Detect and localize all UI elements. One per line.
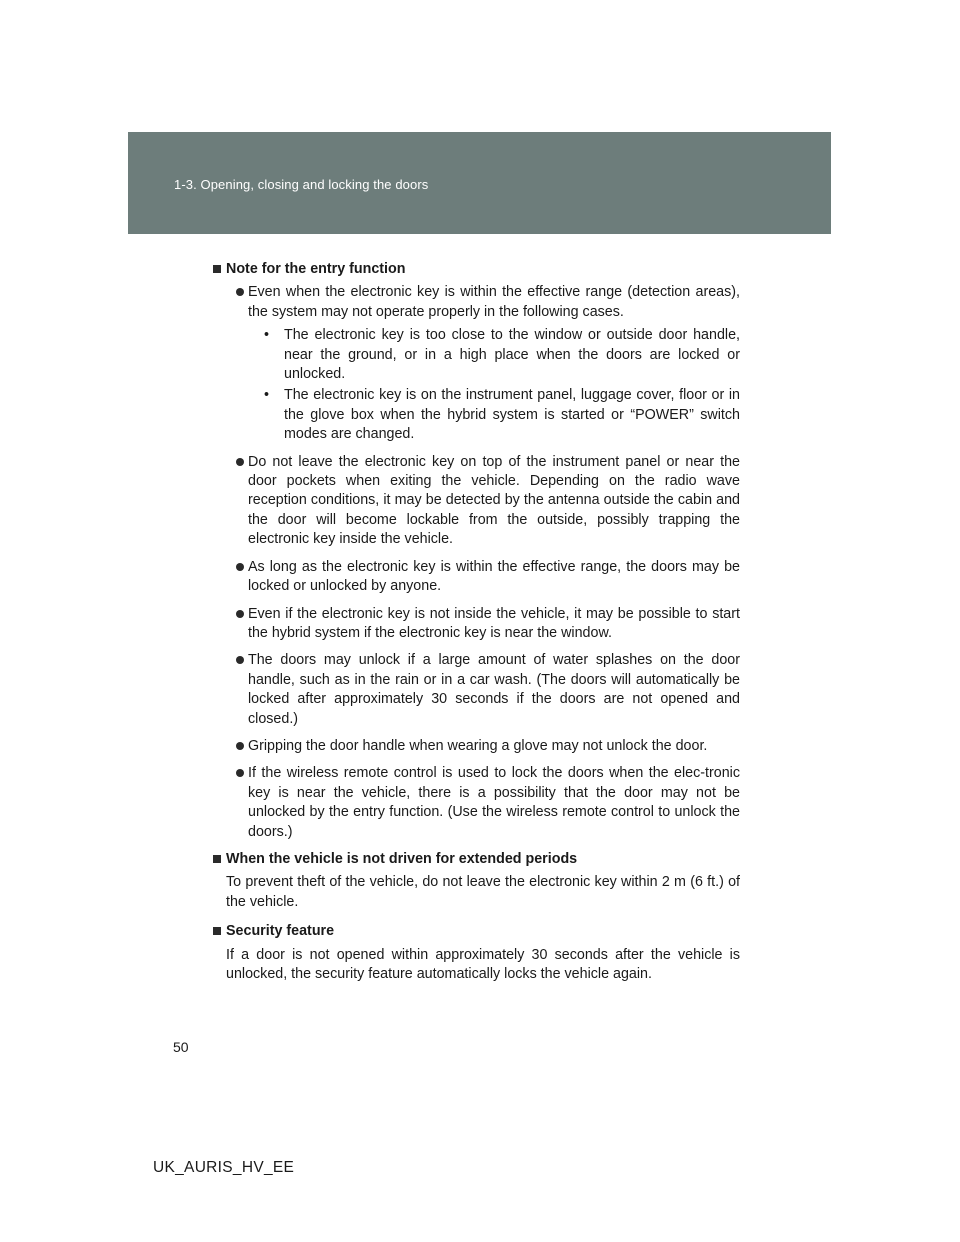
document-code: UK_AURIS_HV_EE [153, 1159, 295, 1176]
section-heading-entry-function [212, 260, 740, 279]
circle-bullet-icon [236, 458, 244, 466]
sub-list-item [248, 386, 740, 444]
section-paragraph: If a door is not opened within approximately 30 seconds after the vehicle is unlocked, the security feature automatically locks the vehicle again. [226, 946, 740, 982]
header-band [128, 132, 831, 234]
list-item [212, 764, 740, 842]
list-item-text: Do not leave the electronic key on top of the instrument panel or near the door pockets when exiting the vehicle. Depending on the radio wave reception conditions, it may be detected by the antenna outside the cabin and the door will become lockable from the outside, possibly trapping the electronic key inside the vehicle. [248, 453, 740, 548]
circle-bullet-icon [236, 610, 244, 618]
sub-bullet-glyph: • [264, 387, 270, 404]
list-item [212, 737, 740, 756]
sub-list-item-text: The electronic key is too close to the window or outside door handle, near the ground, or in a high place when the doors are locked or unlocked. [284, 327, 740, 383]
circle-bullet-icon [236, 656, 244, 664]
circle-bullet-icon [236, 742, 244, 750]
list-item-text: The doors may unlock if a large amount of water splashes on the door handle, such as in the rain or in a car wash. (The doors will automatically be locked after approximately 30 seconds if the doors are not opened and closed.) [248, 652, 740, 727]
list-item-text: Even when the electronic key is within the effective range (detection areas), the system may not operate properly in the following cases. [248, 284, 740, 320]
section-paragraph: To prevent theft of the vehicle, do not leave the electronic key within 2 m (6 ft.) of the vehicle. [226, 874, 740, 910]
page-number: 50 [173, 1039, 189, 1055]
list-item-text: Even if the electronic key is not inside the vehicle, it may be possible to start the hybrid system if the electronic key is near the window. [248, 605, 740, 641]
list-item [212, 453, 740, 550]
sub-list-item-text: The electronic key is on the instrument panel, luggage cover, floor or in the glove box when the hybrid system is started or “POWER” switch modes are changed. [284, 387, 740, 443]
circle-bullet-icon [236, 563, 244, 571]
list-item [212, 283, 740, 444]
sub-bullet-glyph: • [264, 327, 270, 344]
sub-list-item [248, 326, 740, 384]
list-item-text: Gripping the door handle when wearing a glove may not unlock the door. [248, 737, 708, 754]
list-item [212, 605, 740, 644]
square-bullet-icon [213, 265, 221, 273]
heading-text: When the vehicle is not driven for extended periods [226, 850, 578, 867]
circle-bullet-icon [236, 288, 244, 296]
list-item [212, 651, 740, 729]
list-item-text: As long as the electronic key is within the effective range, the doors may be locked or unlocked by anyone. [248, 558, 740, 595]
circle-bullet-icon [236, 769, 244, 777]
list-item [212, 558, 740, 597]
heading-text: Note for the entry function [226, 261, 406, 277]
list-item-text: If the wireless remote control is used to lock the doors when the elec-tronic key is near the vehicle, there is a possibility that the door may not be unlocked by the entry function. (Use the wireless remote control to unlock the doors.) [248, 765, 740, 840]
square-bullet-icon [213, 927, 221, 935]
sub-list [248, 326, 740, 444]
section-title: 1-3. Opening, closing and locking the doors [174, 177, 429, 192]
content-body [212, 260, 740, 994]
square-bullet-icon [213, 855, 221, 863]
section-heading-extended-periods [212, 850, 740, 869]
heading-text: Security feature [226, 923, 335, 940]
section-heading-security-feature [212, 922, 740, 941]
